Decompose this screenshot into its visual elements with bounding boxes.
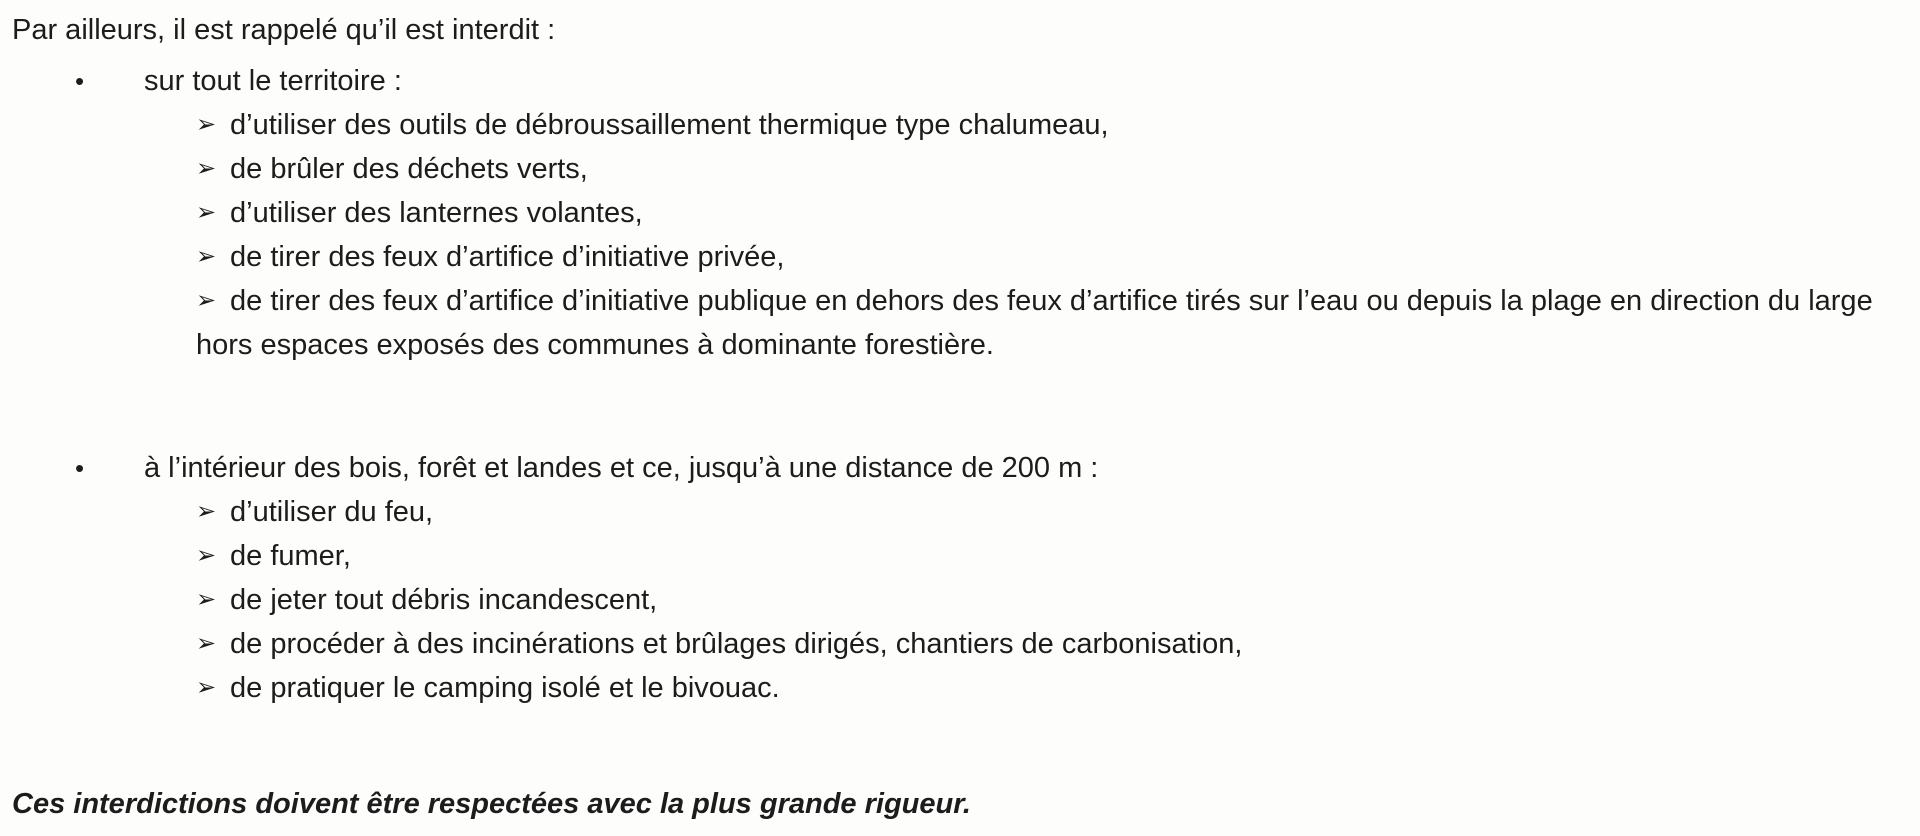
list-item-text: de procéder à des incinérations et brûlages dirigés, chantiers de carbonisation, [230, 628, 1243, 660]
bullet-row [0, 59, 1920, 103]
list-item [0, 191, 1888, 235]
arrow-icon: ➢ [196, 498, 217, 525]
conclusion-text: Ces interdictions doivent être respectées avec la plus grande rigueur. [12, 788, 971, 820]
list-item [0, 147, 1888, 191]
arrow-icon: ➢ [196, 155, 217, 182]
intro-text: Par ailleurs, il est rappelé qu’il est interdit : [12, 14, 556, 46]
list-item-text: de jeter tout débris incandescent, [230, 584, 658, 616]
list-item-text: de brûler des déchets verts, [230, 153, 588, 185]
list-item-text: de fumer, [230, 540, 351, 572]
list-item [0, 578, 1888, 622]
arrow-icon: ➢ [196, 630, 217, 657]
list-item-text: de tirer des feux d’artifice d’initiative publique en dehors des feux d’artifice tirés sur l’eau ou depuis la plage en direction du large hors espaces exposés des communes à dominante forestière. [196, 285, 1873, 361]
list-item-text: d’utiliser des outils de débroussaillement thermique type chalumeau, [230, 109, 1109, 141]
section-woods [0, 446, 1920, 710]
list-item-text: de tirer des feux d’artifice d’initiative privée, [230, 241, 785, 273]
list-item [0, 490, 1888, 534]
prohibition-list [0, 103, 1920, 367]
section-label: sur tout le territoire : [144, 65, 402, 97]
section-territory [0, 59, 1920, 367]
arrow-icon: ➢ [196, 674, 217, 701]
arrow-icon: ➢ [196, 243, 217, 270]
bullet-icon: • [75, 66, 85, 96]
bullet-row [0, 446, 1920, 490]
bullet-icon: • [75, 453, 85, 483]
prohibition-list [0, 490, 1920, 710]
list-item-text: de pratiquer le camping isolé et le bivouac. [230, 672, 780, 704]
arrow-icon: ➢ [196, 287, 217, 314]
arrow-icon: ➢ [196, 542, 217, 569]
list-item [0, 534, 1888, 578]
list-item [0, 279, 1888, 367]
arrow-icon: ➢ [196, 586, 217, 613]
arrow-icon: ➢ [196, 199, 217, 226]
list-item [0, 235, 1888, 279]
list-item-text: d’utiliser du feu, [230, 496, 434, 528]
list-item-text: d’utiliser des lanternes volantes, [230, 197, 643, 229]
list-item [0, 622, 1888, 666]
list-item [0, 103, 1888, 147]
section-label: à l’intérieur des bois, forêt et landes et ce, jusqu’à une distance de 200 m : [144, 452, 1099, 484]
arrow-icon: ➢ [196, 111, 217, 138]
list-item [0, 666, 1888, 710]
